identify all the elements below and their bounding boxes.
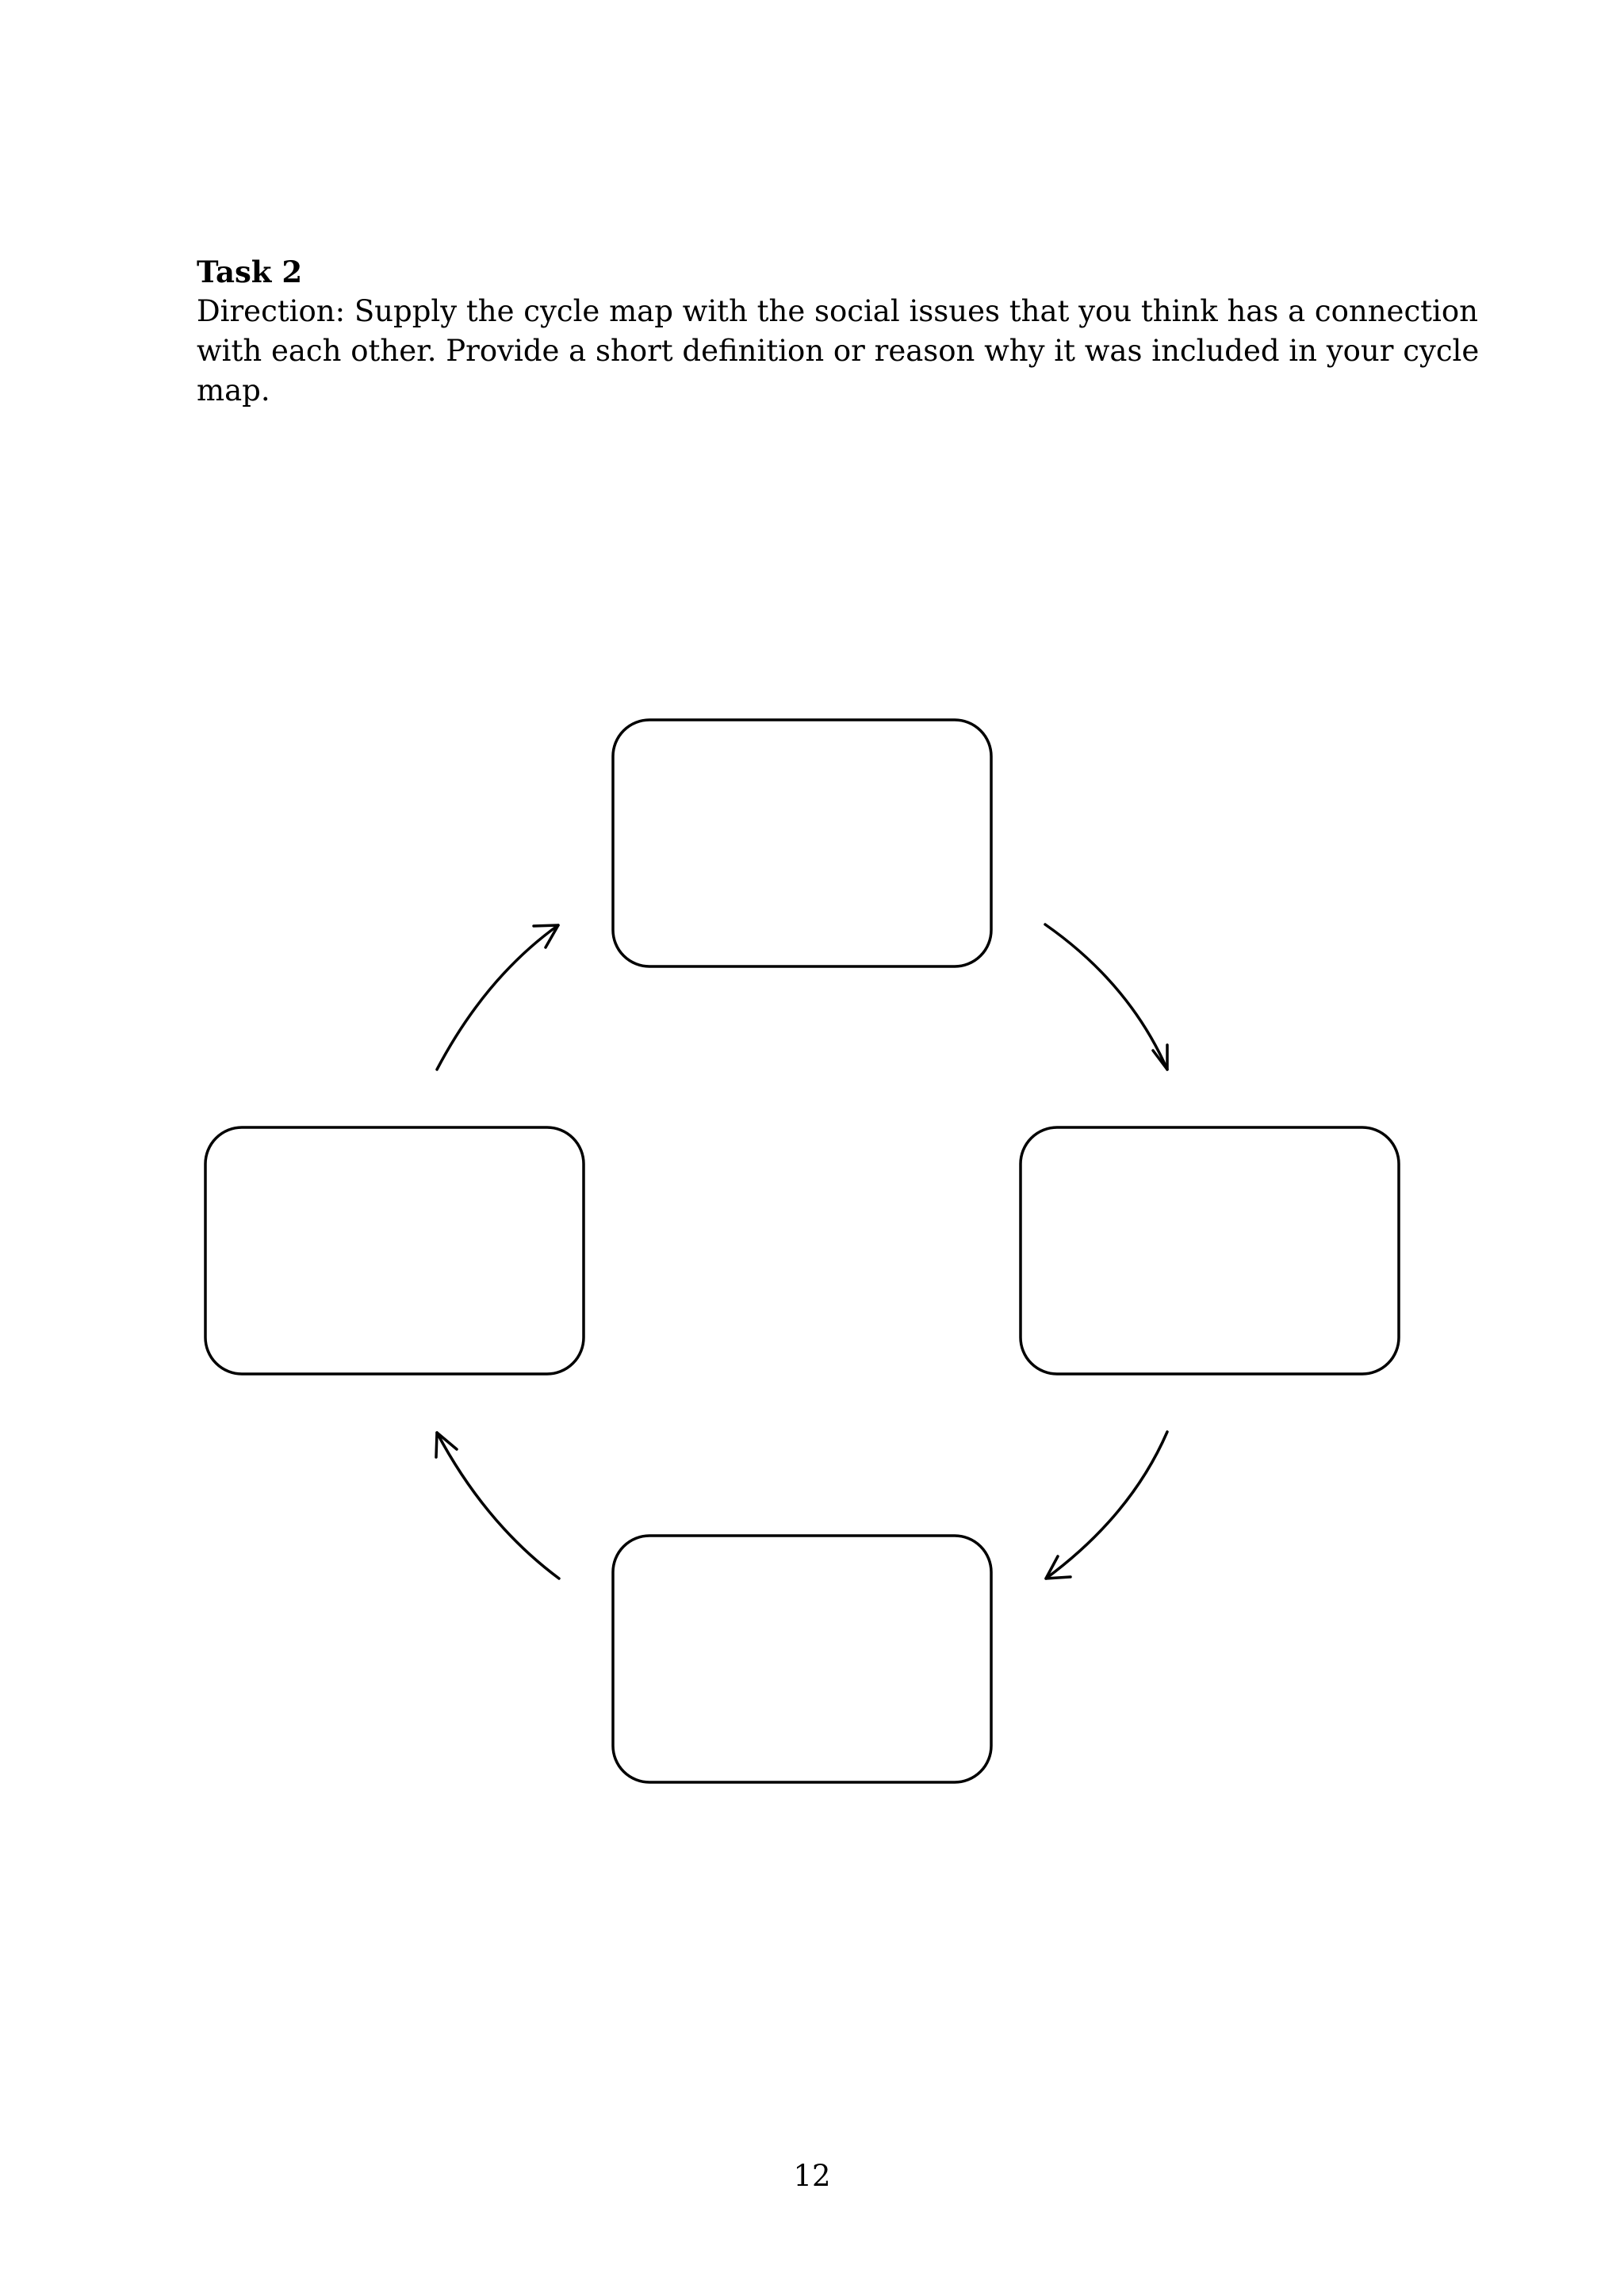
arrow-right-to-bottom	[1046, 1432, 1167, 1578]
cycle-box-bottom[interactable]	[613, 1536, 991, 1782]
task-heading: Task 2	[197, 254, 303, 289]
task-direction: Direction: Supply the cycle map with the social issues that you think has a connection with each other. Provide a short definition or reason why it was included in your cycle map.	[197, 294, 1480, 408]
arrow-top-to-right	[1045, 924, 1167, 1070]
arrowhead-bottom-to-left	[436, 1433, 457, 1457]
page-number: 12	[793, 2159, 831, 2193]
arrow-left-to-top	[437, 925, 558, 1070]
arrow-bottom-to-left	[437, 1433, 559, 1578]
cycle-box-left[interactable]	[205, 1127, 584, 1374]
cycle-box-right[interactable]	[1021, 1127, 1399, 1374]
cycle-box-top[interactable]	[613, 720, 991, 966]
